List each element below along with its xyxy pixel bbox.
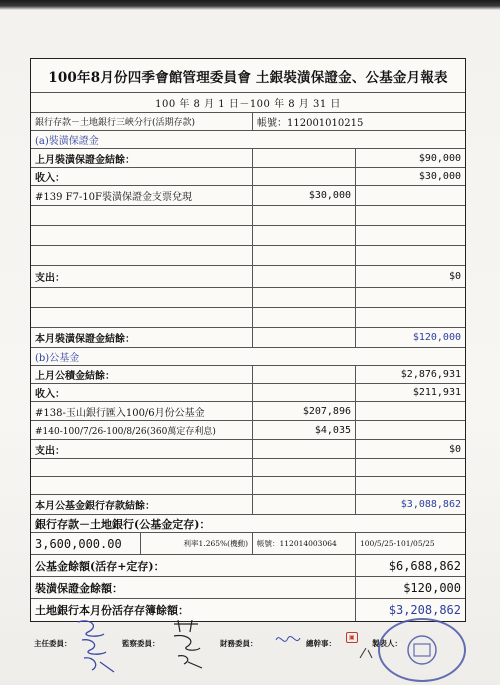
deposit-total: $120,000 [403, 580, 461, 595]
fund-total: $6,688,862 [388, 558, 461, 573]
preparer-signature-label: 製表人： [372, 639, 402, 648]
section-b-prev-balance: $2,876,931 [400, 369, 461, 380]
section-b-end-balance-label: 本月公基金銀行存款結餘： [31, 495, 253, 514]
section-b-income-item-amount: $4,035 [253, 421, 356, 439]
fixed-deposit-amount: 3,600,000.00 [31, 533, 141, 554]
fixed-deposit-rate: 利率1.265%(機動) [141, 533, 253, 554]
secretary-signature-label: 總幹事： [306, 639, 336, 648]
section-a-prev-balance: $90,000 [418, 152, 461, 164]
monthly-report-table [30, 58, 466, 622]
section-b-prev-balance-label: 上月公積金結餘： [31, 366, 253, 383]
section-b-income-item: #140-100/7/26-100/8/26(360萬定存利息) [31, 421, 253, 439]
section-a-income-total: $30,000 [418, 171, 461, 182]
section-b-income-total: $211,931 [412, 387, 461, 398]
supervisor-handwritten-signature [168, 618, 208, 670]
finance-handwritten-signature [274, 630, 302, 650]
bank-account-number: 帳號：112001010215 [257, 118, 364, 129]
secretary-stamp: ▣ [346, 632, 358, 643]
section-a-expense-total: $0 [448, 271, 461, 282]
chair-handwritten-signature [70, 616, 120, 674]
fixed-deposit-label: 銀行存款－土地銀行(公基金定存)： [35, 517, 211, 531]
fixed-deposit-account: 帳號：112014003064 [253, 533, 356, 554]
finance-signature-label: 財務委員： [220, 639, 258, 648]
deposit-total-label: 裝潢保證金餘額： [31, 577, 356, 598]
committee-seal [378, 618, 466, 682]
bank-account-label: 銀行存款－土地銀行三峽分行(活期存款) [31, 113, 253, 130]
section-a-end-balance: $120,000 [412, 332, 461, 343]
section-b-expense-total: $0 [448, 443, 461, 455]
report-title: 100年8月份四季會館管理委員會 土銀裝潢保證金、公基金月報表 [48, 69, 448, 86]
section-a-expense-label: 支出： [31, 266, 253, 287]
secretary-handwritten-date [358, 646, 374, 660]
fixed-deposit-term: 100/5/25-101/05/25 [360, 539, 435, 548]
seal-emblem-icon [392, 630, 452, 670]
section-b-heading: (b)公基金 [35, 353, 80, 364]
section-b-income-label: 收入： [31, 384, 253, 401]
section-a-income-item-amount: $30,000 [253, 186, 356, 205]
section-b-income-item-amount: $207,896 [253, 402, 356, 420]
section-a-income-item: #139 F7-10F裝潢保證金支票兌現 [31, 186, 253, 205]
section-b-income-item: #138-玉山銀行匯入100/6月份公基金 [31, 402, 253, 420]
report-period: 100 年 8 月 1 日－100 年 8 月 31 日 [155, 99, 341, 110]
passbook-balance: $3,208,862 [388, 603, 461, 617]
section-b-end-balance: $3,088,862 [400, 499, 461, 510]
section-a-heading: (a)裝潢保證金 [35, 136, 99, 147]
section-b-expense-label: 支出： [31, 440, 253, 458]
section-a-end-balance-label: 本月裝潢保證金結餘： [31, 328, 253, 347]
chair-signature-label: 主任委員： [34, 639, 72, 648]
section-a-prev-balance-label: 上月裝潢保證金結餘： [31, 149, 253, 167]
passbook-balance-label: 土地銀行本月份活存存簿餘額： [31, 599, 356, 621]
fund-total-label: 公基金餘額(活存+定存)： [31, 555, 356, 576]
section-a-income-label: 收入： [31, 168, 253, 185]
supervisor-signature-label: 監察委員： [122, 639, 160, 648]
